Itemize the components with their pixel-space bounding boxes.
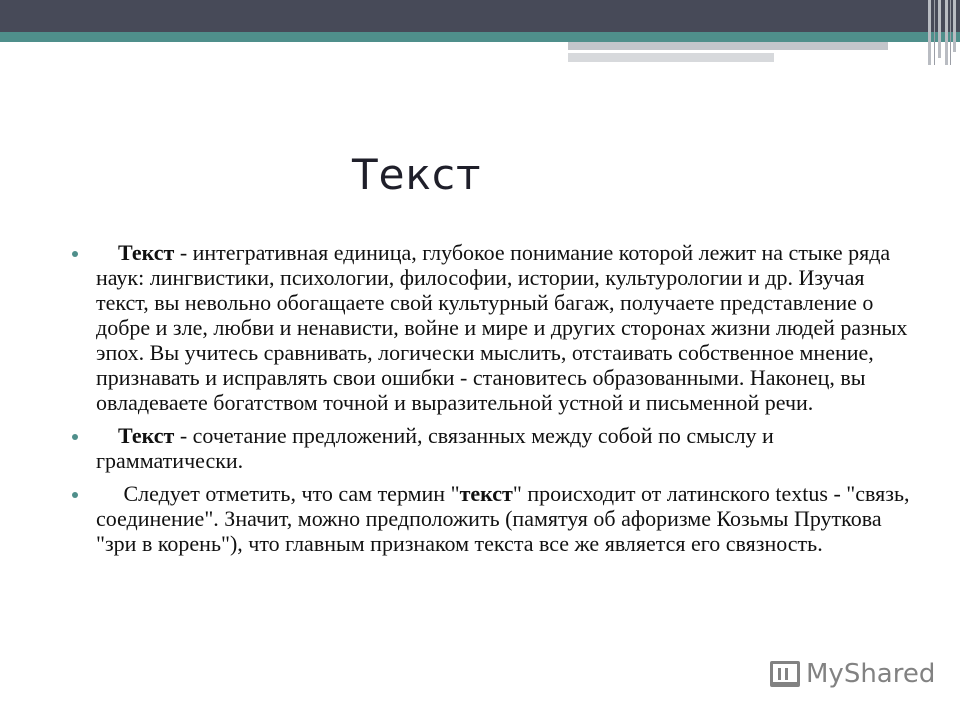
bullet-term: Текст (118, 240, 175, 265)
decorative-vertical-line (953, 0, 956, 52)
slide-title: Текст (352, 150, 482, 199)
accent-band (0, 32, 960, 42)
watermark-text: MyShared (806, 659, 936, 689)
decorative-vertical-line (928, 0, 931, 65)
bullet-text: - сочетание предложений, связанных между собой по смыслу и грамматически. (96, 423, 774, 473)
decorative-rule-short (568, 53, 774, 62)
bullet-term: текст (459, 481, 513, 506)
decorative-vertical-line (938, 0, 941, 58)
watermark (770, 658, 935, 690)
bullet-indent (96, 423, 118, 448)
bullet-item (72, 240, 912, 415)
bullet-text: " происходит от латинского textus - "связь, соединение". Значит, можно предположить (памятуя об афоризме Козьмы Пруткова "зри в корень"), что главным признаком текста все же является его связность. (96, 481, 910, 556)
header-bar (0, 0, 960, 32)
decorative-vertical-line (950, 0, 951, 65)
bullet-text: - интегративная единица, глубокое понимание которой лежит на стыке ряда наук: лингвистики, психологии, философии, истории, культурологии и др. Изучая текст, вы невольно обогащаете свой культурный багаж, получаете представление о добре и зле, любви и ненависти, войне и мире и других сторонах жизни людей разных эпох. Вы учитесь сравнивать, логически мыслить, отстаивать собственное мнение, признавать и исправлять свои ошибки - становитесь образованными. Наконец, вы овладеваете богатством точной и выразительной устной и письменной речи. (96, 240, 908, 415)
bullet-text-pre: Следует отметить, что сам термин " (118, 481, 460, 506)
bullet-list (72, 240, 912, 564)
decorative-rule-gap (568, 62, 774, 65)
bullet-term: Текст (118, 423, 175, 448)
bullet-indent (96, 240, 118, 265)
decorative-vertical-line (945, 0, 948, 65)
bullet-item (72, 423, 912, 473)
bullet-item (72, 481, 912, 556)
decorative-vertical-line (934, 0, 935, 65)
decorative-rule (568, 42, 888, 50)
bullet-indent (96, 481, 118, 506)
bullet-dot-icon (72, 251, 78, 257)
bullet-dot-icon (72, 492, 78, 498)
bullet-dot-icon (72, 434, 78, 440)
presentation-screen-icon (770, 661, 800, 687)
